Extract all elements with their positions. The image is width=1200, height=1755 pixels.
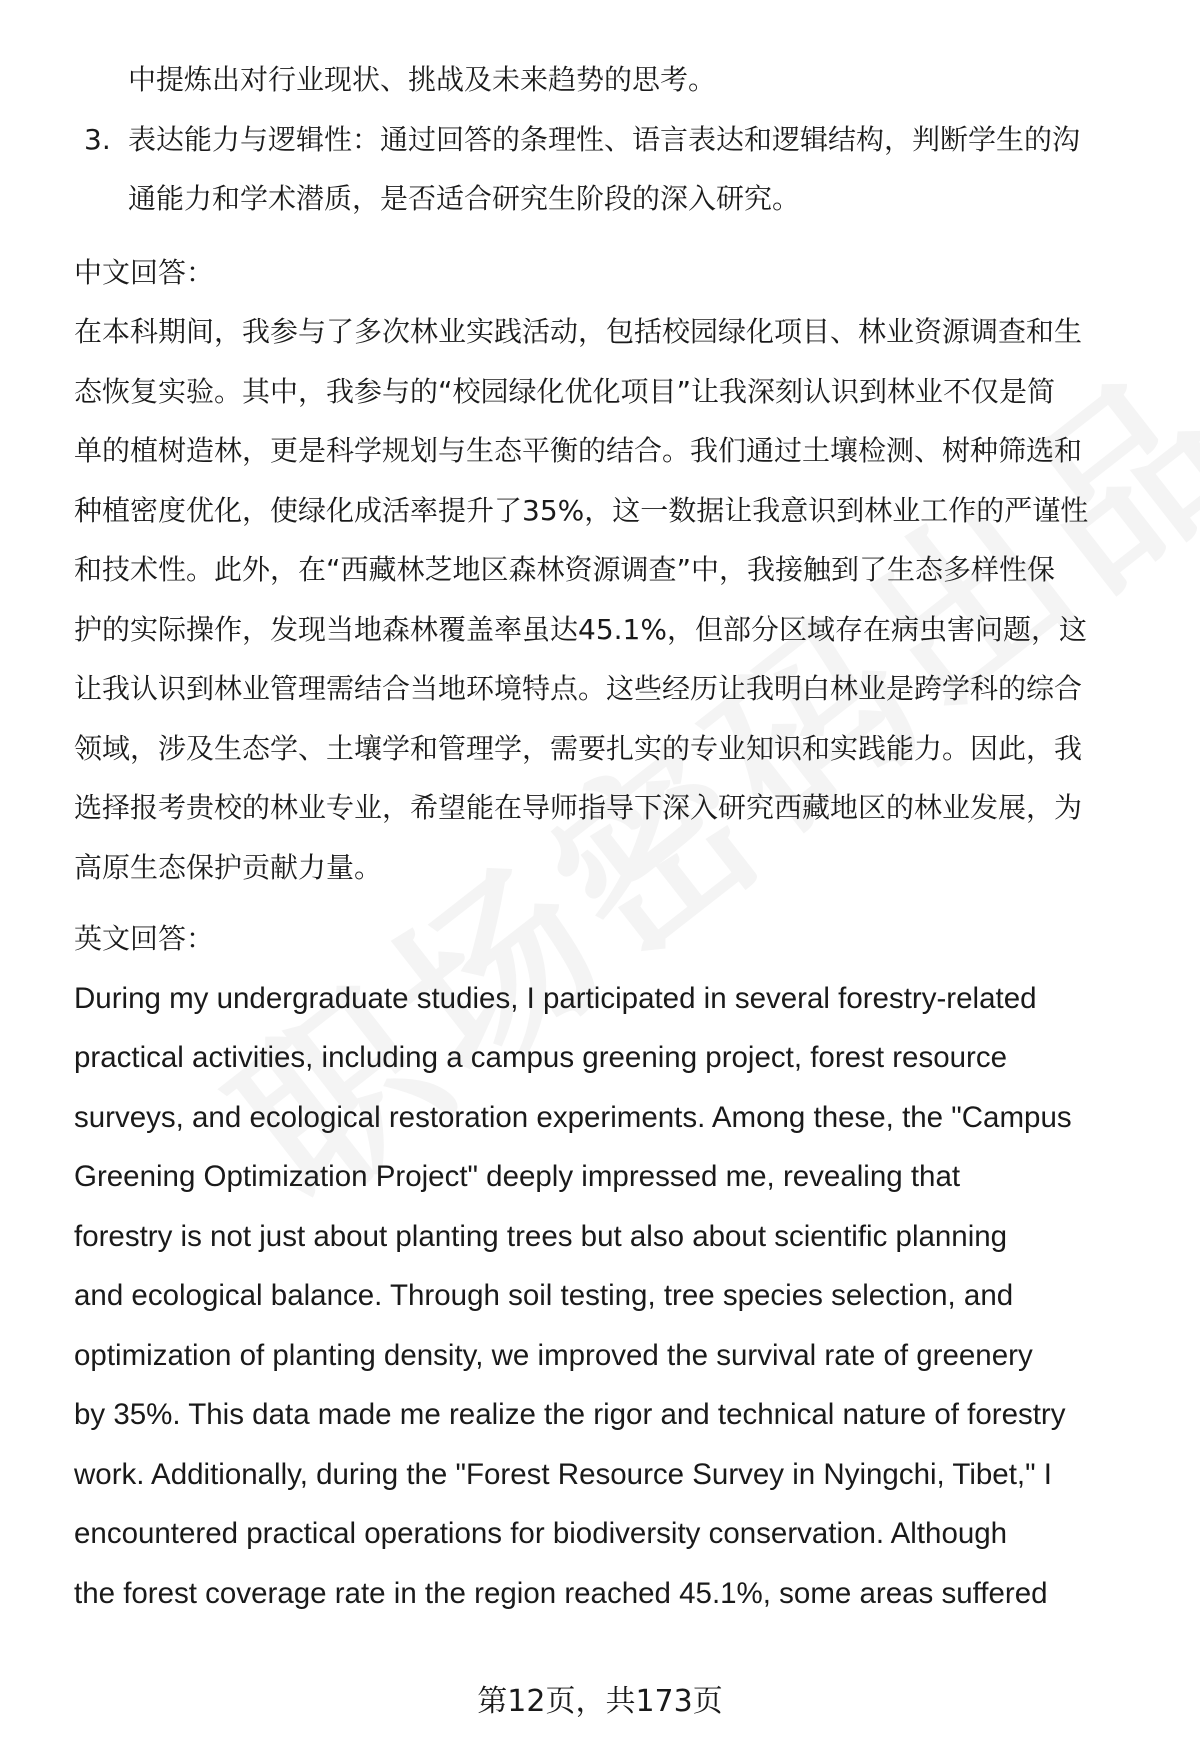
paragraph-line: 让我认识到林业管理需结合当地环境特点。这些经历让我明白林业是跨学科的综合 — [74, 672, 1083, 705]
list-item-text — [128, 110, 1154, 229]
paragraph-line: the forest coverage rate in the region reached 45.1%, some areas suffered — [74, 1576, 1048, 1610]
paragraph-line: forestry is not just about planting trees but also about scientific planning — [74, 1219, 1008, 1253]
paragraph-line: 和技术性。此外，在“西藏林芝地区森林资源调查”中，我接触到了生态多样性保 — [74, 553, 1056, 586]
paragraph-line: encountered practical operations for biodiversity conservation. Although — [74, 1517, 1008, 1550]
document-body — [74, 50, 1154, 1623]
paragraph-line: 护的实际操作，发现当地森林覆盖率虽达45.1%，但部分区域存在病虫害问题，这 — [74, 612, 1087, 646]
paragraph-line: 态恢复实验。其中，我参与的“校园绿化优化项目”让我深刻认识到林业不仅是简 — [74, 374, 1056, 408]
paragraph-line: work. Additionally, during the "Forest Resource Survey in Nyingchi, Tibet," I — [74, 1457, 1052, 1491]
english-answer-paragraph — [74, 969, 1154, 1624]
paragraph-line: 种植密度优化，使绿化成活率提升了35%，这一数据让我意识到林业工作的严谨性 — [74, 493, 1089, 527]
list-item-line: 表达能力与逻辑性：通过回答的条理性、语言表达和逻辑结构，判断学生的沟 — [128, 122, 1081, 156]
paragraph-line: 在本科期间，我参与了多次林业实践活动，包括校园绿化项目、林业资源调查和生 — [74, 315, 1083, 348]
chinese-answer-label: 中文回答： — [74, 255, 215, 289]
paragraph-line: and ecological balance. Through soil testing, tree species selection, and — [74, 1279, 1014, 1312]
paragraph-line: 高原生态保护贡献力量。 — [74, 850, 383, 884]
paragraph-line: by 35%. This data made me realize the rigor and technical nature of forestry — [74, 1398, 1066, 1431]
list-item-line: 通能力和学术潜质，是否适合研究生阶段的深入研究。 — [128, 182, 801, 215]
list-item-3 — [74, 110, 1154, 229]
paragraph-line: 单的植树造林，更是科学规划与生态平衡的结合。我们通过土壤检测、树种筛选和 — [74, 434, 1083, 467]
chinese-answer-paragraph — [74, 302, 1154, 897]
paragraph-line: optimization of planting density, we improved the survival rate of greenery — [74, 1338, 1033, 1372]
paragraph-line: surveys, and ecological restoration experiments. Among these, the "Campus — [74, 1100, 1072, 1134]
paragraph-line: 领域，涉及生态学、土壤学和管理学，需要扎实的专业知识和实践能力。因此，我 — [74, 731, 1083, 765]
list-number: 3. — [84, 122, 111, 156]
paragraph-line: Greening Optimization Project" deeply impressed me, revealing that — [74, 1160, 961, 1193]
page-number-footer: 第12页，共173页 — [477, 1684, 723, 1719]
paragraph-line: 选择报考贵校的林业专业，希望能在导师指导下深入研究西藏地区的林业发展，为 — [74, 791, 1083, 824]
paragraph-line: practical activities, including a campus greening project, forest resource — [74, 1041, 1007, 1074]
list-item-2-continuation: 中提炼出对行业现状、挑战及未来趋势的思考。 — [128, 63, 717, 96]
english-answer-label: 英文回答： — [74, 922, 215, 955]
paragraph-line: During my undergraduate studies, I participated in several forestry-related — [74, 981, 1037, 1015]
